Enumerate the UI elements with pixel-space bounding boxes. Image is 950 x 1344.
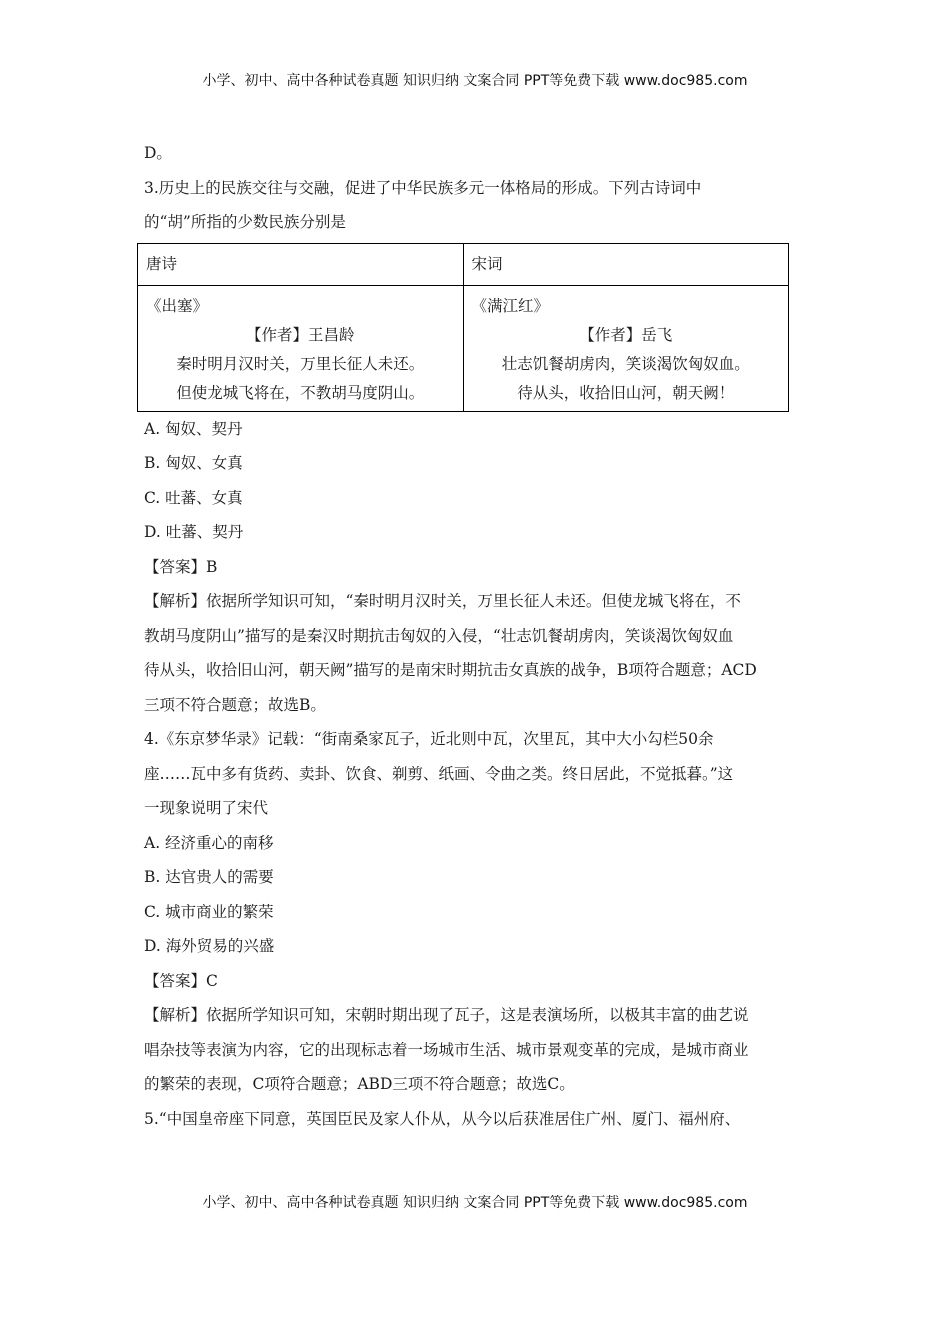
poem-line: 壮志饥餐胡虏肉，笑谈渴饮匈奴血。	[501, 354, 750, 373]
poem-title: 《出塞》	[146, 296, 209, 315]
question-4	[144, 722, 808, 1102]
question-3	[144, 171, 808, 723]
q4-answer: 【答案】C	[144, 971, 218, 990]
q4-stem-line: 4.《东京梦华录》记载：“街南桑家瓦子，近北则中瓦，次里瓦，其中大小勾栏50余	[144, 730, 714, 748]
poem-cell-chusai	[138, 285, 464, 411]
poem-table	[137, 243, 789, 412]
q4-option-b: B. 达官贵人的需要	[144, 868, 274, 886]
q4-analysis-line: 的繁荣的表现，C项符合题意；ABD三项不符合题意；故选C。	[144, 1075, 575, 1093]
q3-option-a: A. 匈奴、契丹	[144, 419, 243, 438]
q4-stem-line: 一现象说明了宋代	[144, 799, 269, 817]
q3-analysis-line: 教胡马度阴山”描写的是秦汉时期抗击匈奴的入侵，“壮志饥餐胡虏肉，笑谈渴饮匈奴血	[144, 626, 734, 645]
poem-line: 秦时明月汉时关，万里长征人未还。	[176, 354, 425, 373]
q3-option-d: D. 吐蕃、契丹	[144, 523, 244, 541]
page-header: 小学、初中、高中各种试卷真题 知识归纳 文案合同 PPT等免费下载 www.doc985.com	[202, 73, 748, 89]
q3-analysis-line: 三项不符合题意；故选B。	[144, 695, 326, 714]
q4-option-c: C. 城市商业的繁荣	[144, 902, 274, 921]
q3-analysis-line: 待从头，收拾旧山河，朝天阙”描写的是南宋时期抗击女真族的战争，B项符合题意；ACD	[144, 661, 757, 679]
q4-analysis-line: 唱杂技等表演为内容，它的出现标志着一场城市生活、城市景观变革的完成，是城市商业	[144, 1040, 749, 1059]
poem-author: 【作者】岳飞	[579, 325, 673, 344]
q4-analysis-line: 【解析】依据所学知识可知，宋朝时期出现了瓦子，这是表演场所，以极其丰富的曲艺说	[144, 1006, 749, 1024]
document-body	[144, 136, 808, 1136]
poem-line: 待从头，收拾旧山河，朝天阙！	[517, 383, 735, 402]
poem-author: 【作者】王昌龄	[245, 325, 355, 344]
q3-stem-line: 3.历史上的民族交往与交融，促进了中华民族多元一体格局的形成。下列古诗词中	[144, 178, 702, 197]
q5-stem-line: 5.“中国皇帝座下同意，英国臣民及家人仆从，从今以后获准居住广州、厦门、福州府、	[144, 1109, 741, 1128]
question-5	[144, 1102, 808, 1137]
table-row	[138, 285, 789, 411]
poem-title: 《满江红》	[471, 296, 550, 315]
q3-option-b: B. 匈奴、女真	[144, 454, 243, 472]
q3-answer: 【答案】B	[144, 557, 218, 576]
q3-option-c: C. 吐蕃、女真	[144, 488, 243, 507]
poem-cell-manjianghong	[463, 285, 789, 411]
q3-stem-line: 的“胡”所指的少数民族分别是	[144, 213, 346, 231]
q4-stem-line: 座……瓦中多有货药、卖卦、饮食、剃剪、纸画、令曲之类。终日居此，不觉抵暮。”这	[144, 764, 734, 783]
header-song-ci: 宋词	[463, 243, 789, 285]
q4-option-a: A. 经济重心的南移	[144, 833, 274, 852]
q3-analysis-line: 【解析】依据所学知识可知，“秦时明月汉时关，万里长征人未还。但使龙城飞将在，不	[144, 592, 741, 610]
q4-option-d: D. 海外贸易的兴盛	[144, 937, 275, 955]
poem-line: 但使龙城飞将在，不教胡马度阴山。	[176, 383, 425, 402]
table-header-row	[138, 243, 789, 285]
header-tang-poetry: 唐诗	[138, 243, 464, 285]
page-footer: 小学、初中、高中各种试卷真题 知识归纳 文案合同 PPT等免费下载 www.doc985.com	[202, 1195, 748, 1211]
previous-answer-tail: D。	[144, 144, 172, 162]
